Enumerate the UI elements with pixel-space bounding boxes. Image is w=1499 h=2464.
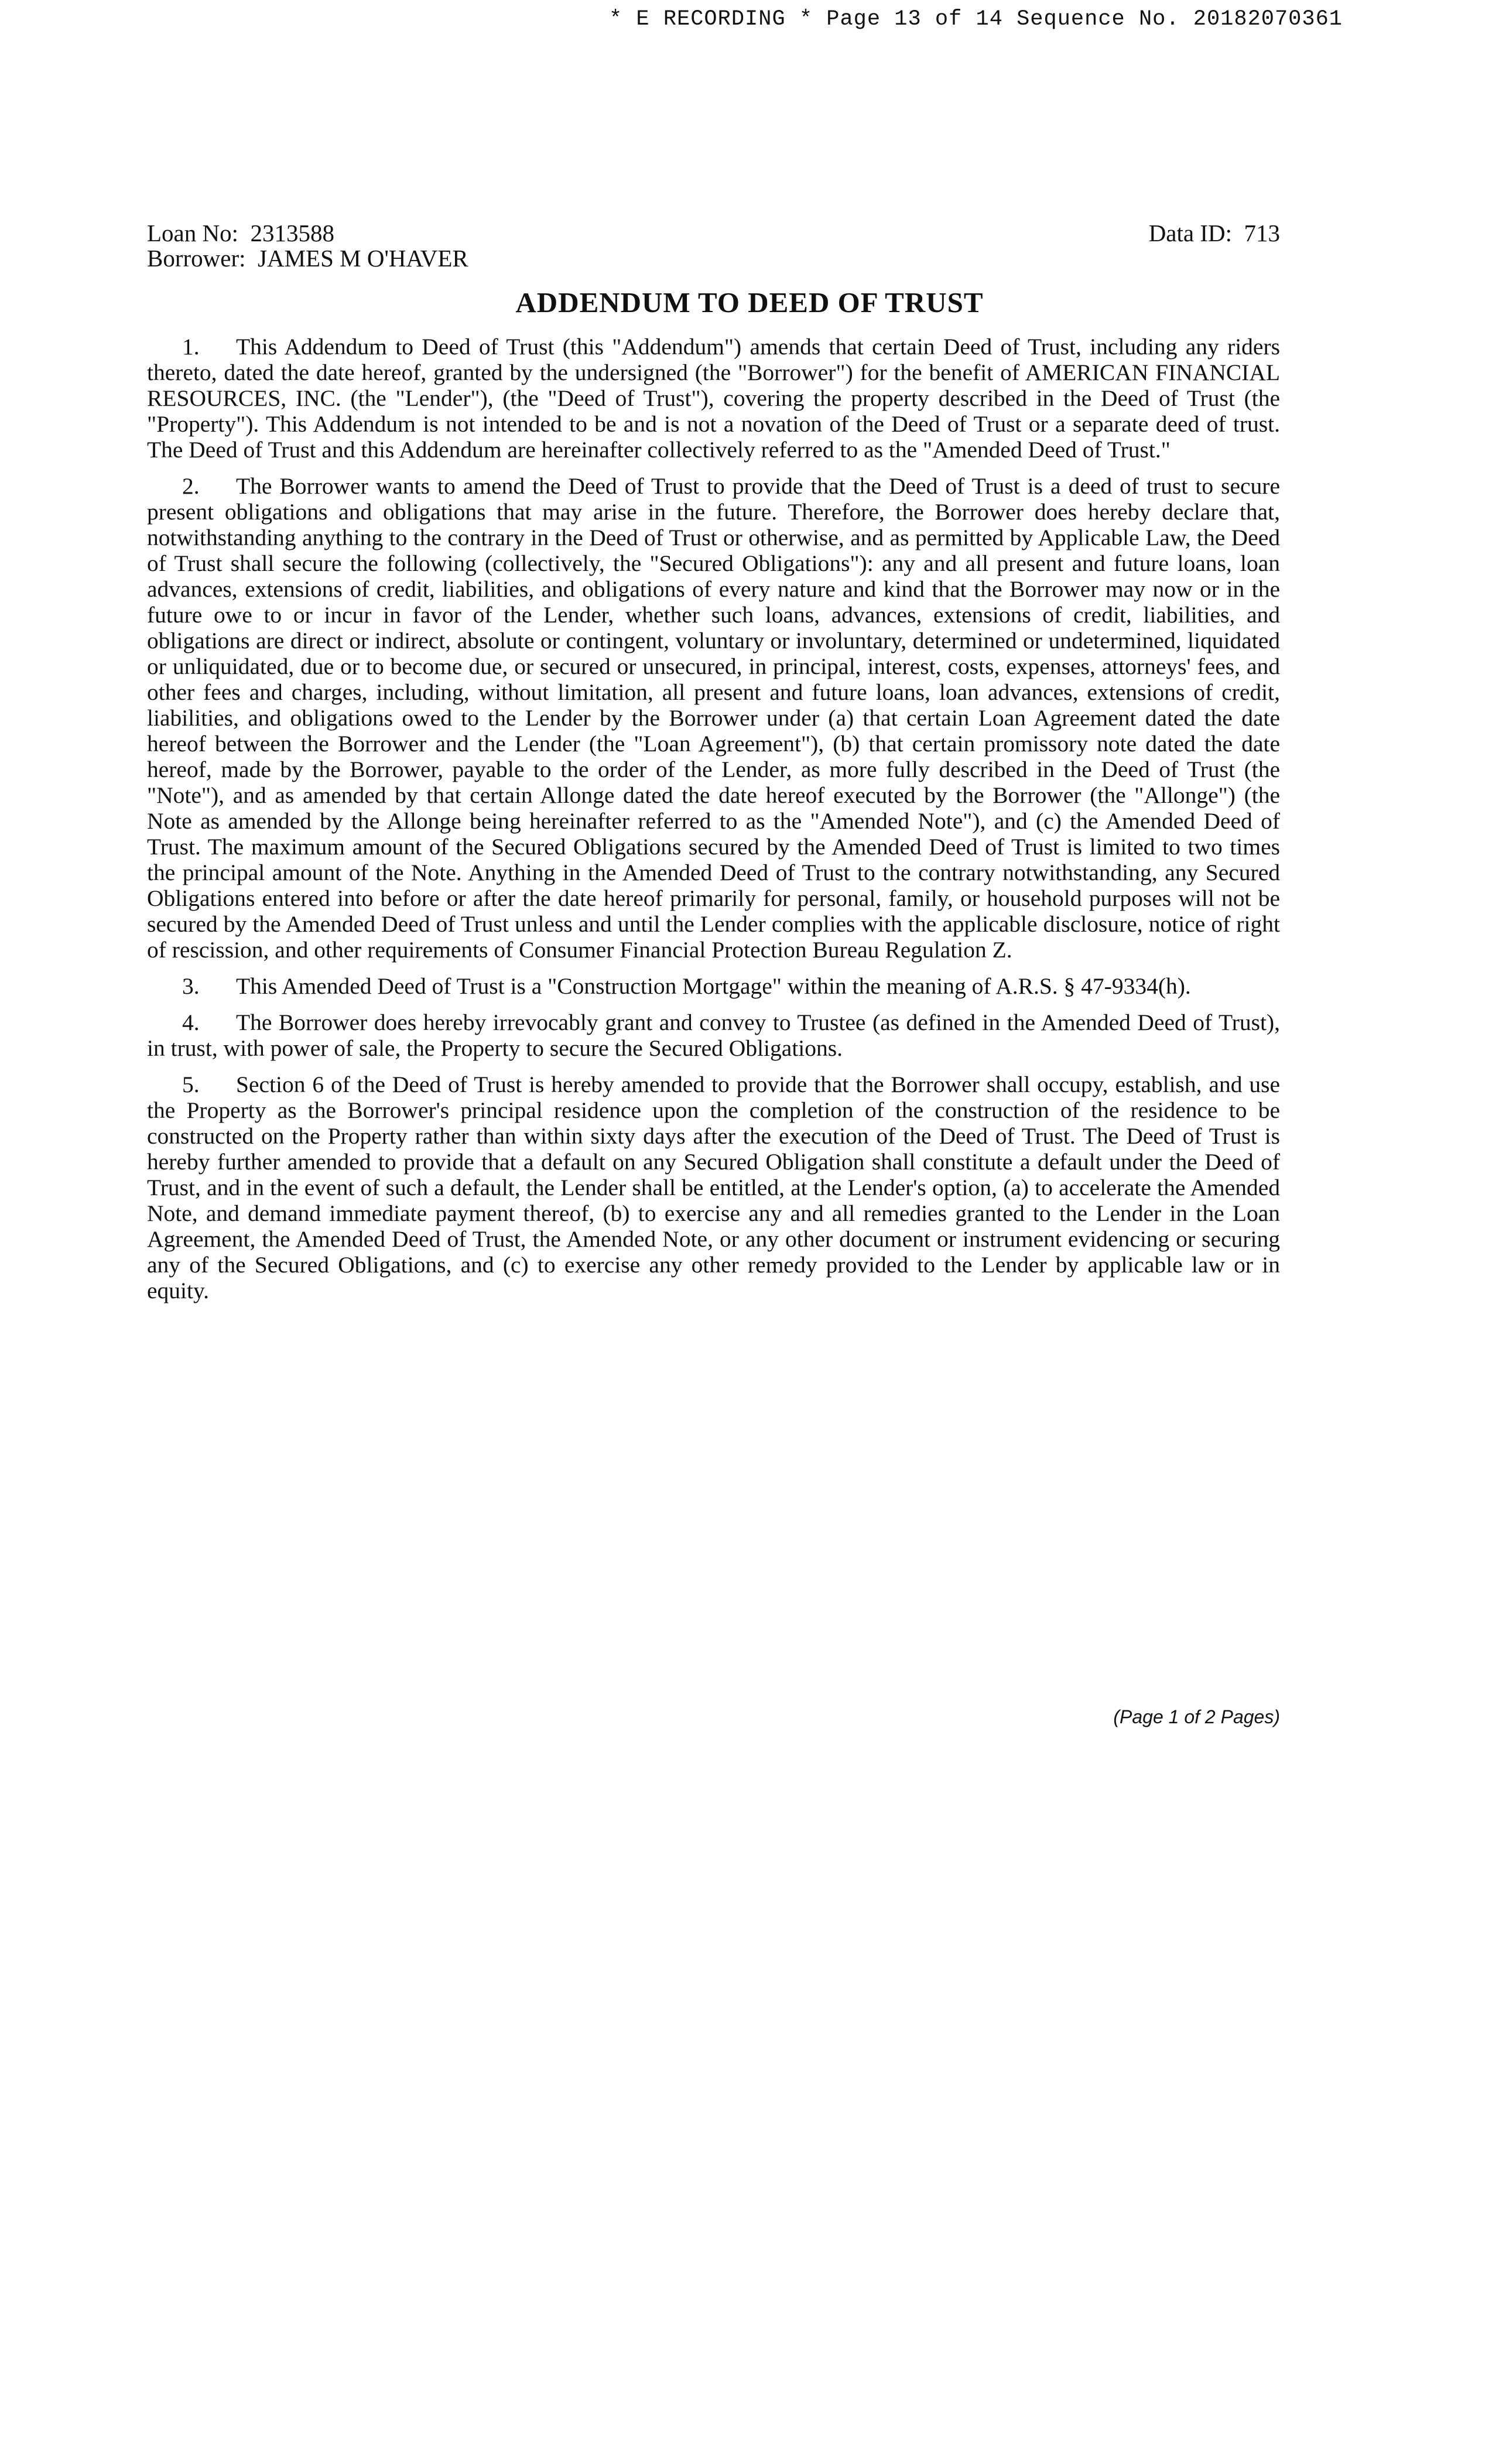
paragraph-number: 5. [182, 1072, 200, 1097]
paragraph-number: 3. [182, 973, 200, 999]
loan-number-row [147, 221, 468, 246]
paragraph-text: The Borrower does hereby irrevocably grant and convey to Trustee (as defined in the Amended Deed of Trust), in trust, with power of sale, the Property to secure the Secured Obligations. [147, 1009, 1280, 1061]
paragraph-text: Section 6 of the Deed of Trust is hereby amended to provide that the Borrower shall occupy, establish, and use the Property as the Borrower's principal residence upon the completion of the construction of the residence to be constructed on the Property rather than within sixty days after the execution of the Deed of Trust. The Deed of Trust is hereby further amended to provide that a default on any Secured Obligation shall constitute a default under the Deed of Trust, and in the event of such a default, the Lender shall be entitled, at the Lender's option, (a) to accelerate the Amended Note, and demand immediate payment thereof, (b) to exercise any and all remedies granted to the Lender in the Loan Agreement, the Amended Deed of Trust, the Amended Note, or any other document or instrument evidencing or securing any of the Secured Obligations, and (c) to exercise any other remedy provided to the Lender by applicable law or in equity. [147, 1072, 1280, 1303]
loan-number: 2313588 [250, 220, 334, 247]
data-id-row [1149, 221, 1280, 246]
page-footer: (Page 1 of 2 Pages) [1113, 1706, 1280, 1727]
paragraph-2 [147, 473, 1280, 963]
data-id: 713 [1244, 220, 1280, 247]
document-body [147, 334, 1280, 1314]
paragraph-text: This Amended Deed of Trust is a "Construction Mortgage" within the meaning of A.R.S. § 47-9334(h). [236, 973, 1191, 999]
data-id-label: Data ID: [1148, 220, 1232, 247]
recording-header: * E RECORDING * Page 13 of 14 Sequence No. 20182070361 [609, 7, 1343, 32]
paragraph-4 [147, 1009, 1280, 1061]
paragraph-1 [147, 334, 1280, 463]
borrower-row [147, 246, 468, 271]
borrower-label: Borrower: [147, 245, 246, 272]
paragraph-5 [147, 1072, 1280, 1303]
borrower-name: JAMES M O'HAVER [258, 245, 468, 272]
loan-number-label: Loan No: [147, 220, 238, 247]
paragraph-3 [147, 973, 1280, 999]
paragraph-number: 4. [182, 1009, 200, 1035]
paragraph-number: 2. [182, 473, 200, 499]
paragraph-text: This Addendum to Deed of Trust (this "Addendum") amends that certain Deed of Trust, including any riders thereto, dated the date hereof, granted by the undersigned (the "Borrower") for the benefit of AMERICAN FINANCIAL RESOURCES, INC. (the "Lender"), (the "Deed of Trust"), covering the property described in the Deed of Trust (the "Property"). This Addendum is not intended to be and is not a novation of the Deed of Trust or a separate deed of trust. The Deed of Trust and this Addendum are hereinafter collectively referred to as the "Amended Deed of Trust." [147, 334, 1280, 463]
paragraph-text: The Borrower wants to amend the Deed of Trust to provide that the Deed of Trust is a deed of trust to secure present obligations and obligations that may arise in the future. Therefore, the Borrower does hereby declare that, notwithstanding anything to the contrary in the Deed of Trust or otherwise, and as permitted by Applicable Law, the Deed of Trust shall secure the following (collectively, the "Secured Obligations"): any and all present and future loans, loan advances, extensions of credit, liabilities, and obligations of every nature and kind that the Borrower may now or in the future owe to or incur in favor of the Lender, whether such loans, advances, extensions of credit, liabilities, and obligations are direct or indirect, absolute or contingent, voluntary or involuntary, determined or undetermined, liquidated or unliquidated, due or to become due, or secured or unsecured, in principal, interest, costs, expenses, attorneys' fees, and other fees and charges, including, without limitation, all present and future loans, loan advances, extensions of credit, liabilities, and obligations owed to the Lender by the Borrower under (a) that certain Loan Agreement dated the date hereof between the Borrower and the Lender (the "Loan Agreement"), (b) that certain promissory note dated the date hereof, made by the Borrower, payable to the order of the Lender, as more fully described in the Deed of Trust (the "Note"), and as amended by that certain Allonge dated the date hereof executed by the Borrower (the "Allonge") (the Note as amended by the Allonge being hereinafter referred to as the "Amended Note"), and (c) the Amended Deed of Trust. The maximum amount of the Secured Obligations secured by the Amended Deed of Trust is limited to two times the principal amount of the Note. Anything in the Amended Deed of Trust to the contrary notwithstanding, any Secured Obligations entered into before or after the date hereof primarily for personal, family, or household purposes will not be secured by the Amended Deed of Trust unless and until the Lender complies with the applicable disclosure, notice of right of rescission, and other requirements of Consumer Financial Protection Bureau Regulation Z. [147, 473, 1280, 963]
paragraph-number: 1. [182, 334, 200, 360]
document-title: ADDENDUM TO DEED OF TRUST [515, 286, 984, 319]
loan-info [147, 221, 468, 271]
